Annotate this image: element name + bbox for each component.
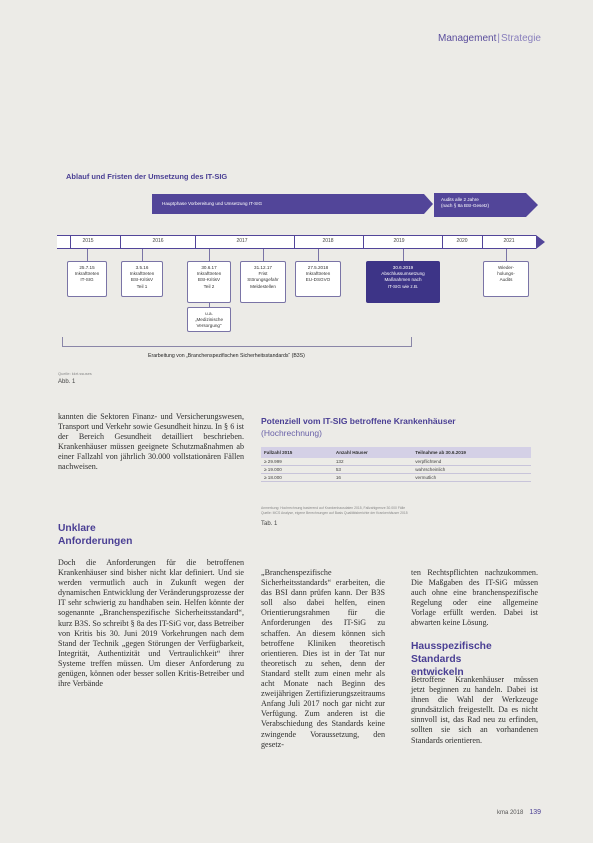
event-dsgvo: [295, 261, 341, 297]
table-cell: vermutlich: [412, 474, 531, 482]
event-kritisv-2: [187, 261, 231, 303]
event-abschluss: [366, 261, 440, 303]
table-caption: Tab. 1: [261, 521, 278, 527]
event-kritisv-1: [121, 261, 163, 297]
table-row: [261, 466, 531, 474]
table-header: Teilnahme ab 30.6.2019: [412, 447, 531, 458]
event-line: Frist: [258, 271, 268, 277]
event-stem: [403, 249, 404, 261]
col3-bottom-paragraph: Betroffene Krankenhäuser müssen jetzt beginnen zu handeln. Dabei ist ihnen die Wahl der Werkzeuge grundsätzlich freigestellt. Da es nicht sinnvoll ist, das Rad neu zu erfinden, sollten sie sich an vorhandenen Standards orientieren.: [411, 675, 538, 745]
year-tick: [482, 235, 483, 249]
event-stem: [318, 249, 319, 261]
event-line: Teil 1: [136, 283, 148, 289]
event-line: 31.12.17: [254, 265, 272, 270]
page-footer: [497, 809, 541, 816]
b3s-caption: Erarbeitung von „Branchenspezifischen Sicherheitsstandards“ (B3S): [148, 353, 305, 359]
heading-unklare: [58, 522, 244, 548]
heading-line: Hausspezifische Standards: [411, 641, 492, 665]
table-header: Anzahl Häuser: [333, 447, 412, 458]
phase-main-bar: Hauptphase Vorbereitung und Umsetzung IT-SIG: [152, 194, 424, 214]
phase-audit-bar: [434, 193, 526, 217]
col1-top-paragraph: kannten die Sektoren Finanz- und Versicherungswesen, Transport und Verkehr sowie Gesundheit hinzu. In § 6 ist der Bereich Gesundheit detailliert beschrieben. Krankenhäuser müssen geeignete Schutzmaßnahmen ab einer Fallzahl von jährlich 30.000 vollstationären Fällen nachweisen.: [58, 412, 244, 472]
heading-line: Unklare: [58, 523, 96, 534]
event-line: IT-SIG: [80, 277, 94, 283]
event-line: Audits: [499, 277, 513, 283]
table-header: Fallzahl 2015: [261, 447, 333, 458]
event-stem: [142, 249, 143, 261]
event-line: u.a.: [205, 311, 213, 316]
table-cell: wahrscheinlich: [412, 466, 531, 474]
event-kritisv-2-detail: [187, 307, 231, 332]
event-line: Inkrafttreten: [74, 271, 100, 277]
figure-source: Quelle: kkrt.ssuses: [58, 371, 92, 376]
col1-bottom-paragraph: Doch die Anforderungen für die betroffenen Krankenhäuser sind bisher nicht klar definiert. Und sie werden vermutlich auch in Zukunft wegen der dynamischen Entwicklung der Veränderungsprozesse der IT sehr schwierig zu handhaben sein. Helfen könnte der sogenannte „Branchenspezifische Sicherheitsstandard“, kurz B3S. So schreibt § 8a des IT-SiG vor, dass Betreiber von Kritis bis 30. Juni 2019 Vorkehrungen nach dem Stand der Technik „gegen Störungen der Verfügbarkeit, Integrität, Authentizität und Vertraulichkeit“ ihrer Systeme treffen müssen. Um dieser Anforderung zu genügen, können oder besser sollen Kritis-Betreiber und ihre Verbände: [58, 558, 244, 689]
year-label: 2015: [82, 238, 94, 244]
year-tick: [294, 235, 295, 249]
event-line: 30.6.2019: [392, 265, 414, 270]
table-row: [261, 474, 531, 482]
heading-hausspezifische: [411, 640, 541, 679]
figure-caption: Abb. 1: [58, 379, 76, 385]
year-label: 2019: [393, 238, 405, 244]
header-separator: |: [497, 33, 500, 44]
event-line: Inkrafttreten: [305, 271, 331, 277]
event-line: BSI-KritisV: [197, 277, 221, 283]
event-line: Meldestellen: [250, 283, 276, 289]
issue-label: kma 2018: [496, 810, 524, 816]
table-cell: ≥ 29.999: [261, 458, 333, 466]
page-number: 139: [529, 809, 541, 816]
table-row: [261, 458, 531, 466]
event-line: „Medizinische: [194, 317, 224, 323]
event-line: Teil 2: [203, 283, 215, 289]
event-audits: [483, 261, 529, 297]
timeline-axis: [57, 235, 536, 249]
year-tick: [70, 235, 71, 249]
event-meldestellen: [240, 261, 286, 303]
event-line: Abschlussumsetzung: [381, 271, 425, 277]
event-line: EU-DSGVO: [305, 277, 331, 283]
event-line: 30.6.17: [201, 265, 217, 270]
table-cell: 16: [333, 474, 412, 482]
table-cell: ≥ 18.000: [261, 474, 333, 482]
section-label: Management: [437, 33, 497, 44]
table-cell: ≥ 19.000: [261, 466, 333, 474]
table-header-row: [261, 447, 531, 458]
event-line: BSI-KritisV: [130, 277, 154, 283]
col3-top-paragraph: ten Rechtspflichten nachzukommen. Die Maßgaben des IT-SiG müssen auch ohne eine branchenspezifische Regelung oder eine allgemeine Vorlage erfüllt werden. Dabei ist abwarten keine Lösung.: [411, 568, 538, 628]
event-line: holungs-: [497, 271, 515, 277]
phase-audit-line-1: Audits alle 2 Jahre: [441, 197, 479, 202]
heading-line: entwickeln: [411, 667, 464, 678]
event-stem: [263, 249, 264, 261]
event-stem: [209, 249, 210, 261]
event-line: 27.5.2018: [307, 265, 329, 270]
table-note: [261, 506, 531, 516]
heading-line: Anforderungen: [58, 536, 133, 547]
table-cell: 132: [333, 458, 412, 466]
table-subtitle: (Hochrechnung): [261, 428, 322, 438]
event-line: Störungsgefahr: [247, 277, 279, 283]
event-stem: [87, 249, 88, 261]
event-stem: [506, 249, 507, 261]
subsection-label: Strategie: [500, 33, 541, 44]
phase-audit-line-2: (nach § 8a BSI-Gesetz): [441, 202, 490, 208]
event-itsig: [67, 261, 107, 297]
event-line: Wieder-: [497, 265, 515, 270]
table-note-line: Anmerkung: Hochrechnung basierend auf Krankenhausdaten 2015, Fallzahlgrenze 30.000 Fälle: [261, 506, 406, 510]
year-tick: [195, 235, 196, 249]
year-label: 2018: [322, 238, 334, 244]
year-label: 2021: [503, 238, 515, 244]
table-cell: 53: [333, 466, 412, 474]
table-title: Potenziell vom IT-SIG betroffene Krankenhäuser: [261, 416, 456, 426]
year-tick: [442, 235, 443, 249]
figure-title: Ablauf und Fristen der Umsetzung des IT-SIG: [66, 172, 228, 181]
table-note-line: Quelle: MCS Analyse, eigene Berechnungen auf Basis Qualitätsberichte der Krankenhäuser 2015: [261, 510, 408, 515]
col2-paragraph: „Branchenspezifische Sicherheitsstandards“ erarbeiten, die das BSI dann prüfen kann. Der B3S soll also dabei helfen, einen Orientierungsrahmen für die Anforderungen des IT-SiG zu schaffen. An diesem können sich betroffene Kliniken theoretisch orientieren. Dies ist in der Tat nur theoretisch zu sehen, denn der Standard stellt zum einen mehr als acht Monate nach Beginn des zweijährigen Zertifizierungszeitraums Anfang Juli 2017 noch gar nicht zur Verfügung. Zum anderen ist die Verabschiedung des Standards keine zwingende Voraussetzung, den gesetz-: [261, 568, 385, 749]
hospital-table: [261, 447, 531, 482]
running-header: [438, 33, 541, 44]
year-tick: [363, 235, 364, 249]
event-line: 25.7.15: [79, 265, 95, 270]
year-label: 2016: [152, 238, 164, 244]
event-line: Inkrafttreten: [196, 271, 222, 277]
event-line: Maßnahmen nach: [384, 277, 422, 283]
event-line: Versorgung“: [196, 323, 222, 329]
b3s-bracket: [62, 337, 412, 347]
year-label: 2017: [236, 238, 248, 244]
event-line: Inkrafttreten: [129, 271, 155, 277]
event-line: IT-SIG wie z.B.: [387, 283, 419, 289]
year-label: 2020: [456, 238, 468, 244]
table-cell: verpflichtend: [412, 458, 531, 466]
year-tick: [120, 235, 121, 249]
event-line: 3.5.16: [135, 265, 149, 270]
